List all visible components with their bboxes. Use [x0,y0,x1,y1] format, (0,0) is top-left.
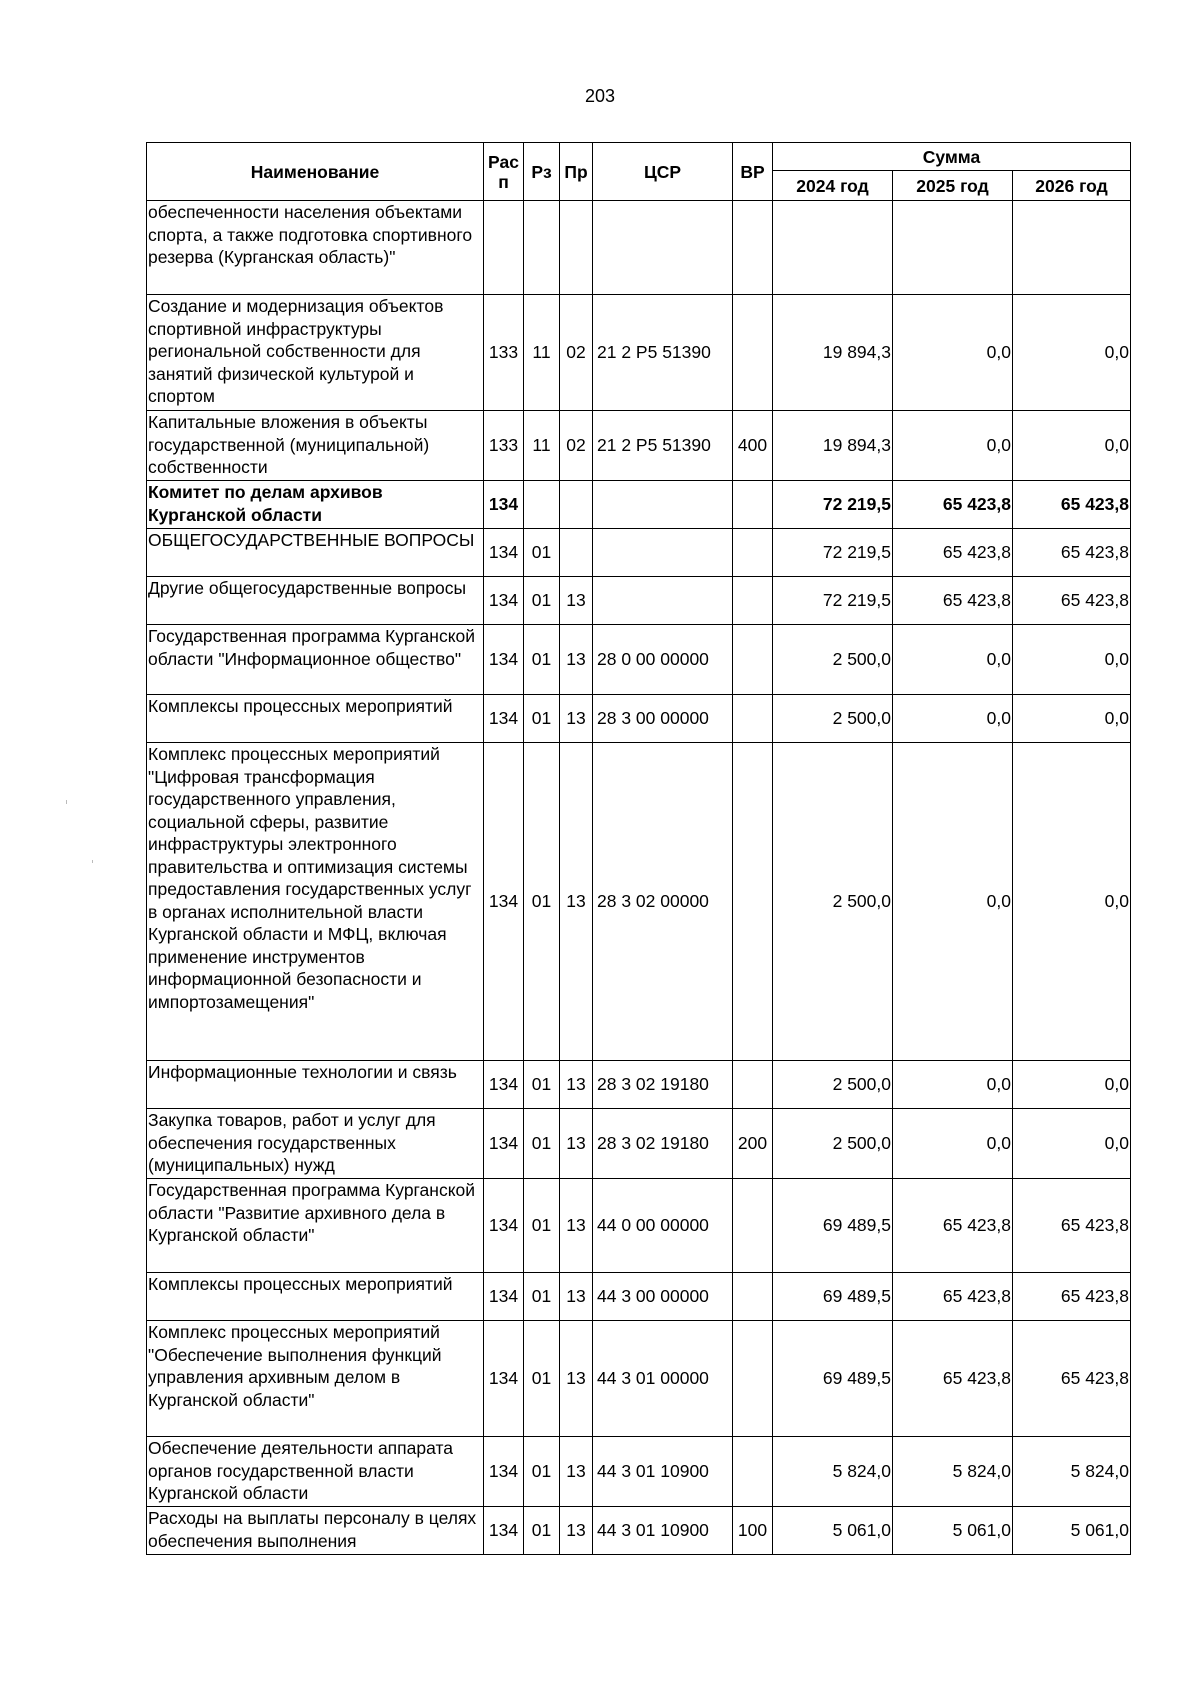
cell-pr [560,201,593,295]
cell-rz: 01 [524,1273,560,1321]
col-header-2024: 2024 год [773,171,893,201]
cell-vr: 100 [733,1507,773,1555]
cell-sum-2025: 0,0 [893,295,1013,411]
cell-sum-2026: 0,0 [1013,743,1131,1061]
cell-sum-2024: 2 500,0 [773,695,893,743]
cell-sum-2025: 65 423,8 [893,481,1013,529]
cell-rasp: 134 [484,625,524,695]
cell-vr [733,743,773,1061]
cell-pr: 13 [560,577,593,625]
table-row [147,743,1131,1061]
cell-rz: 01 [524,1321,560,1437]
cell-rz [524,481,560,529]
cell-csr [593,201,733,295]
cell-sum-2025: 0,0 [893,695,1013,743]
cell-pr: 13 [560,743,593,1061]
col-header-2025: 2025 год [893,171,1013,201]
cell-name: Комплекс процессных мероприятий "Обеспечение выполнения функций управления архивным делом в Курганской области" [147,1321,484,1437]
cell-sum-2024: 69 489,5 [773,1273,893,1321]
table-row [147,481,1131,529]
cell-sum-2024: 19 894,3 [773,411,893,481]
cell-name: Комитет по делам архивов Курганской области [147,481,484,529]
cell-sum-2026: 0,0 [1013,695,1131,743]
cell-rz [524,201,560,295]
cell-csr: 28 3 00 00000 [593,695,733,743]
cell-name: Расходы на выплаты персоналу в целях обеспечения выполнения [147,1507,484,1555]
table-row [147,577,1131,625]
cell-rz: 01 [524,625,560,695]
cell-rz: 01 [524,695,560,743]
cell-pr: 13 [560,1437,593,1507]
cell-sum-2026: 0,0 [1013,625,1131,695]
cell-sum-2024: 72 219,5 [773,481,893,529]
cell-rz: 01 [524,577,560,625]
cell-rasp: 134 [484,743,524,1061]
table-row [147,1179,1131,1273]
cell-sum-2025: 65 423,8 [893,529,1013,577]
scan-mark [66,800,67,804]
cell-vr [733,577,773,625]
table-row [147,201,1131,295]
cell-rasp: 134 [484,481,524,529]
cell-vr [733,1273,773,1321]
col-header-rasp-line2: п [498,171,509,192]
cell-name: Комплексы процессных мероприятий [147,695,484,743]
cell-name: Государственная программа Курганской области "Информационное общество" [147,625,484,695]
cell-vr [733,625,773,695]
cell-rz: 01 [524,1507,560,1555]
cell-pr [560,529,593,577]
cell-sum-2025: 65 423,8 [893,1179,1013,1273]
cell-rz: 01 [524,1109,560,1179]
cell-sum-2024: 2 500,0 [773,743,893,1061]
cell-rasp: 134 [484,1109,524,1179]
cell-vr: 400 [733,411,773,481]
table-body [147,201,1131,1555]
cell-pr: 13 [560,625,593,695]
cell-vr [733,1061,773,1109]
cell-csr: 21 2 P5 51390 [593,411,733,481]
cell-sum-2025: 5 824,0 [893,1437,1013,1507]
cell-pr: 13 [560,1507,593,1555]
table-row [147,1507,1131,1555]
cell-sum-2026: 0,0 [1013,411,1131,481]
cell-rasp [484,201,524,295]
cell-sum-2026: 0,0 [1013,1109,1131,1179]
table-row [147,1061,1131,1109]
table-row [147,695,1131,743]
cell-vr [733,1321,773,1437]
cell-name: Другие общегосударственные вопросы [147,577,484,625]
cell-csr: 21 2 P5 51390 [593,295,733,411]
cell-pr: 02 [560,411,593,481]
cell-sum-2025: 0,0 [893,743,1013,1061]
cell-pr: 13 [560,695,593,743]
cell-sum-2024: 72 219,5 [773,577,893,625]
col-header-pr: Пр [560,143,593,201]
cell-sum-2026 [1013,201,1131,295]
cell-sum-2024: 19 894,3 [773,295,893,411]
cell-sum-2026: 65 423,8 [1013,1179,1131,1273]
cell-vr [733,695,773,743]
col-header-sum: Сумма [773,143,1131,171]
cell-rz: 01 [524,1061,560,1109]
cell-sum-2024: 69 489,5 [773,1179,893,1273]
cell-name: Информационные технологии и связь [147,1061,484,1109]
cell-name: Капитальные вложения в объекты государственной (муниципальной) собственности [147,411,484,481]
cell-sum-2024: 2 500,0 [773,1061,893,1109]
cell-rasp: 134 [484,577,524,625]
cell-vr [733,201,773,295]
table-row [147,295,1131,411]
cell-csr [593,577,733,625]
cell-vr [733,481,773,529]
cell-name: Комплекс процессных мероприятий "Цифровая трансформация государственного управления, социальной сферы, развитие инфраструктуры электронного правительства и оптимизация системы предоставления государственных услуг в органах исполнительной власти Курганской области и МФЦ, включая применение инструментов информационной безопасности и импортозамещения" [147,743,484,1061]
table-header [147,143,1131,201]
cell-csr [593,529,733,577]
cell-name: Государственная программа Курганской области "Развитие архивного дела в Курганской области" [147,1179,484,1273]
page-number: 203 [584,86,616,106]
col-header-vr: ВР [733,143,773,201]
cell-sum-2025: 0,0 [893,1061,1013,1109]
cell-rasp: 134 [484,529,524,577]
cell-sum-2025: 65 423,8 [893,577,1013,625]
cell-csr: 28 3 02 00000 [593,743,733,1061]
cell-sum-2025: 65 423,8 [893,1273,1013,1321]
cell-rasp: 134 [484,1179,524,1273]
cell-pr: 13 [560,1273,593,1321]
cell-rasp: 134 [484,1061,524,1109]
cell-sum-2024: 5 824,0 [773,1437,893,1507]
cell-csr: 28 0 00 00000 [593,625,733,695]
cell-sum-2024: 2 500,0 [773,625,893,695]
cell-rasp: 134 [484,1273,524,1321]
cell-vr: 200 [733,1109,773,1179]
cell-pr: 13 [560,1179,593,1273]
cell-rasp: 134 [484,1437,524,1507]
cell-sum-2026: 5 061,0 [1013,1507,1131,1555]
table-row [147,1437,1131,1507]
table-row [147,1109,1131,1179]
cell-rasp: 133 [484,295,524,411]
cell-pr: 13 [560,1109,593,1179]
cell-rz: 01 [524,1179,560,1273]
cell-vr [733,1179,773,1273]
cell-pr [560,481,593,529]
cell-csr: 44 0 00 00000 [593,1179,733,1273]
cell-name: обеспеченности населения объектами спорта, а также подготовка спортивного резерва (Курганская область)" [147,201,484,295]
table-row [147,625,1131,695]
cell-rasp: 134 [484,1321,524,1437]
cell-sum-2024: 69 489,5 [773,1321,893,1437]
cell-name: Создание и модернизация объектов спортивной инфраструктуры региональной собственности для занятий физической культурой и спортом [147,295,484,411]
cell-sum-2024 [773,201,893,295]
table-row [147,1321,1131,1437]
table-row [147,529,1131,577]
cell-sum-2024: 72 219,5 [773,529,893,577]
cell-csr [593,481,733,529]
col-header-csr: ЦСР [593,143,733,201]
cell-rasp: 134 [484,695,524,743]
cell-sum-2025: 0,0 [893,1109,1013,1179]
cell-csr: 44 3 01 10900 [593,1507,733,1555]
cell-vr [733,1437,773,1507]
cell-rz: 01 [524,529,560,577]
cell-sum-2026: 0,0 [1013,1061,1131,1109]
cell-vr [733,295,773,411]
cell-sum-2025: 65 423,8 [893,1321,1013,1437]
col-header-rasp-line1: Рас [488,151,519,172]
cell-name: Обеспечение деятельности аппарата органов государственной власти Курганской области [147,1437,484,1507]
cell-sum-2026: 65 423,8 [1013,577,1131,625]
cell-name: ОБЩЕГОСУДАРСТВЕННЫЕ ВОПРОСЫ [147,529,484,577]
col-header-rz: Рз [524,143,560,201]
cell-rz: 01 [524,743,560,1061]
budget-table [146,142,1131,1555]
cell-sum-2026: 0,0 [1013,295,1131,411]
col-header-name: Наименование [147,143,484,201]
cell-sum-2025: 0,0 [893,411,1013,481]
cell-sum-2025: 5 061,0 [893,1507,1013,1555]
cell-rz: 11 [524,295,560,411]
cell-sum-2026: 65 423,8 [1013,481,1131,529]
cell-rasp: 133 [484,411,524,481]
cell-csr: 44 3 01 10900 [593,1437,733,1507]
cell-pr: 13 [560,1061,593,1109]
cell-pr: 02 [560,295,593,411]
cell-rasp: 134 [484,1507,524,1555]
cell-sum-2025: 0,0 [893,625,1013,695]
cell-csr: 28 3 02 19180 [593,1061,733,1109]
cell-sum-2024: 2 500,0 [773,1109,893,1179]
col-header-rasp [484,143,524,201]
scan-mark [92,860,93,863]
cell-pr: 13 [560,1321,593,1437]
cell-vr [733,529,773,577]
cell-csr: 28 3 02 19180 [593,1109,733,1179]
cell-csr: 44 3 00 00000 [593,1273,733,1321]
cell-name: Закупка товаров, работ и услуг для обеспечения государственных (муниципальных) нужд [147,1109,484,1179]
cell-rz: 11 [524,411,560,481]
cell-sum-2026: 5 824,0 [1013,1437,1131,1507]
cell-csr: 44 3 01 00000 [593,1321,733,1437]
cell-sum-2026: 65 423,8 [1013,1273,1131,1321]
cell-sum-2024: 5 061,0 [773,1507,893,1555]
cell-sum-2026: 65 423,8 [1013,529,1131,577]
cell-rz: 01 [524,1437,560,1507]
cell-name: Комплексы процессных мероприятий [147,1273,484,1321]
col-header-2026: 2026 год [1013,171,1131,201]
table-row [147,411,1131,481]
cell-sum-2026: 65 423,8 [1013,1321,1131,1437]
cell-sum-2025 [893,201,1013,295]
table-row [147,1273,1131,1321]
